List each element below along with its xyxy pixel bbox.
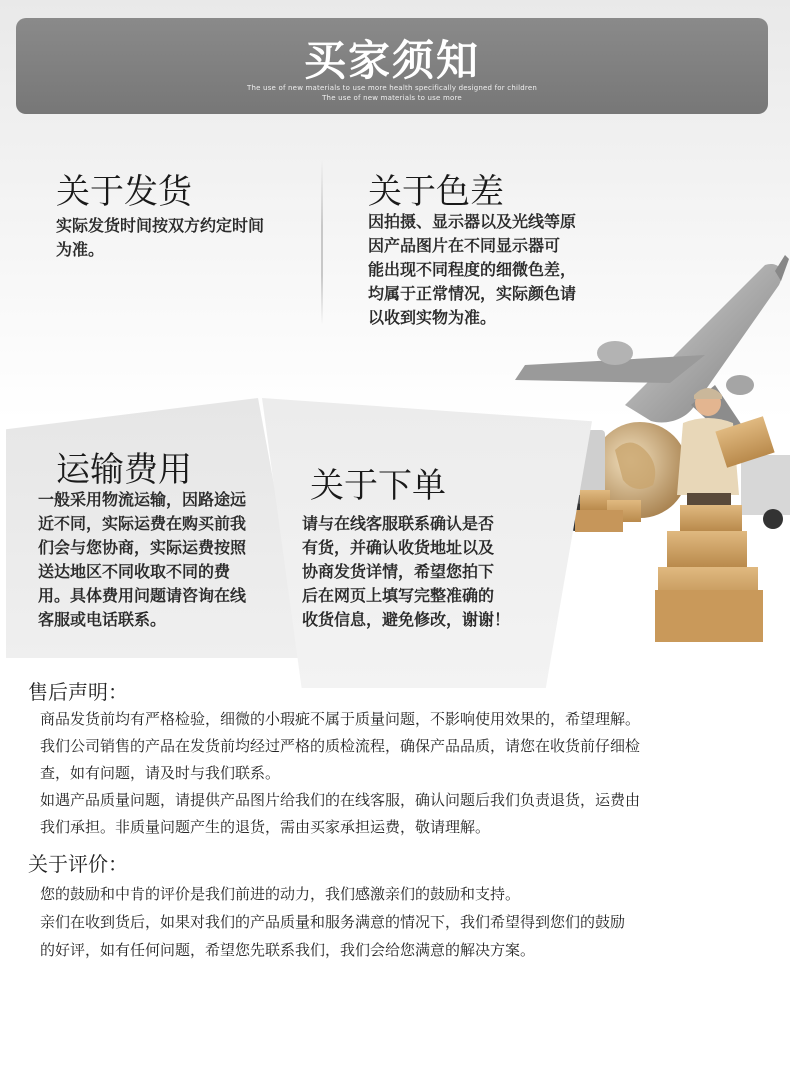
after-sales-line: 商品发货前均有严格检验，细微的小瑕疵不属于质量问题，不影响使用效果的，希望理解。 — [40, 710, 641, 728]
cardboard-boxes-icon — [575, 490, 763, 642]
after-sales-body — [40, 706, 770, 841]
ordering-line: 后在网页上填写完整准确的 — [302, 586, 495, 605]
color-diff-line: 因产品图片在不同显示器可 — [368, 236, 561, 255]
reviews-line: 您的鼓励和中肯的评价是我们前进的动力，我们感激亲们的鼓励和支持。 — [40, 885, 521, 903]
freight-title: 运输费用 — [56, 450, 192, 490]
color-diff-line: 均属于正常情况，实际颜色请 — [368, 284, 577, 303]
shipping-line: 为准。 — [56, 240, 105, 259]
ordering-line: 收货信息，避免修改，谢谢！ — [302, 610, 511, 629]
color-diff-title: 关于色差 — [368, 172, 504, 212]
reviews-line: 的好评，如有任何问题，希望您先联系我们，我们会给您满意的解决方案。 — [40, 941, 536, 959]
shipping-line: 实际发货时间按双方约定时间 — [56, 216, 265, 235]
freight-body — [38, 488, 288, 632]
banner — [16, 18, 768, 114]
section-divider — [321, 160, 323, 325]
banner-subtitle-2: The use of new materials to use more — [322, 94, 462, 102]
reviews-body — [40, 880, 770, 964]
ordering-line: 有货，并确认收货地址以及 — [302, 538, 495, 557]
after-sales-line: 查，如有问题，请及时与我们联系。 — [40, 764, 281, 782]
freight-line: 客服或电话联系。 — [38, 610, 167, 629]
after-sales-line: 我们公司销售的产品在发货前均经过严格的质检流程，确保产品品质，请您在收货前仔细检 — [40, 737, 641, 755]
freight-line: 近不同，实际运费在购买前我 — [38, 514, 247, 533]
after-sales-title: 售后声明： — [28, 680, 128, 704]
after-sales-line: 如遇产品质量问题，请提供产品图片给我们的在线客服，确认问题后我们负责退货，运费由 — [40, 791, 641, 809]
freight-line: 用。具体费用问题请咨询在线 — [38, 586, 247, 605]
banner-title: 买家须知 — [303, 36, 480, 85]
shipping-title: 关于发货 — [56, 172, 192, 212]
freight-line: 一般采用物流运输，因路途远 — [38, 490, 247, 509]
ordering-line: 协商发货详情，希望您拍下 — [302, 562, 495, 581]
after-sales-line: 我们承担。非质量问题产生的退货，需由买家承担运费，敬请理解。 — [40, 818, 491, 836]
color-diff-line: 因拍摄、显示器以及光线等原 — [368, 212, 577, 231]
banner-subtitle-1: The use of new materials to use more health specifically designed for children — [247, 84, 537, 92]
color-diff-line: 能出现不同程度的细微色差， — [368, 260, 577, 279]
shipping-body — [56, 214, 306, 262]
reviews-title: 关于评价： — [28, 852, 128, 876]
reviews-line: 亲们在收到货后，如果对我们的产品质量和服务满意的情况下，我们希望得到您们的鼓励 — [40, 913, 626, 931]
color-diff-line: 以收到实物为准。 — [368, 308, 497, 327]
ordering-title: 关于下单 — [310, 466, 446, 506]
ordering-line: 请与在线客服联系确认是否 — [302, 514, 495, 533]
freight-line: 们会与您协商，实际运费按照 — [38, 538, 247, 557]
freight-line: 送达地区不同收取不同的费 — [38, 562, 231, 581]
ordering-body — [302, 512, 542, 632]
